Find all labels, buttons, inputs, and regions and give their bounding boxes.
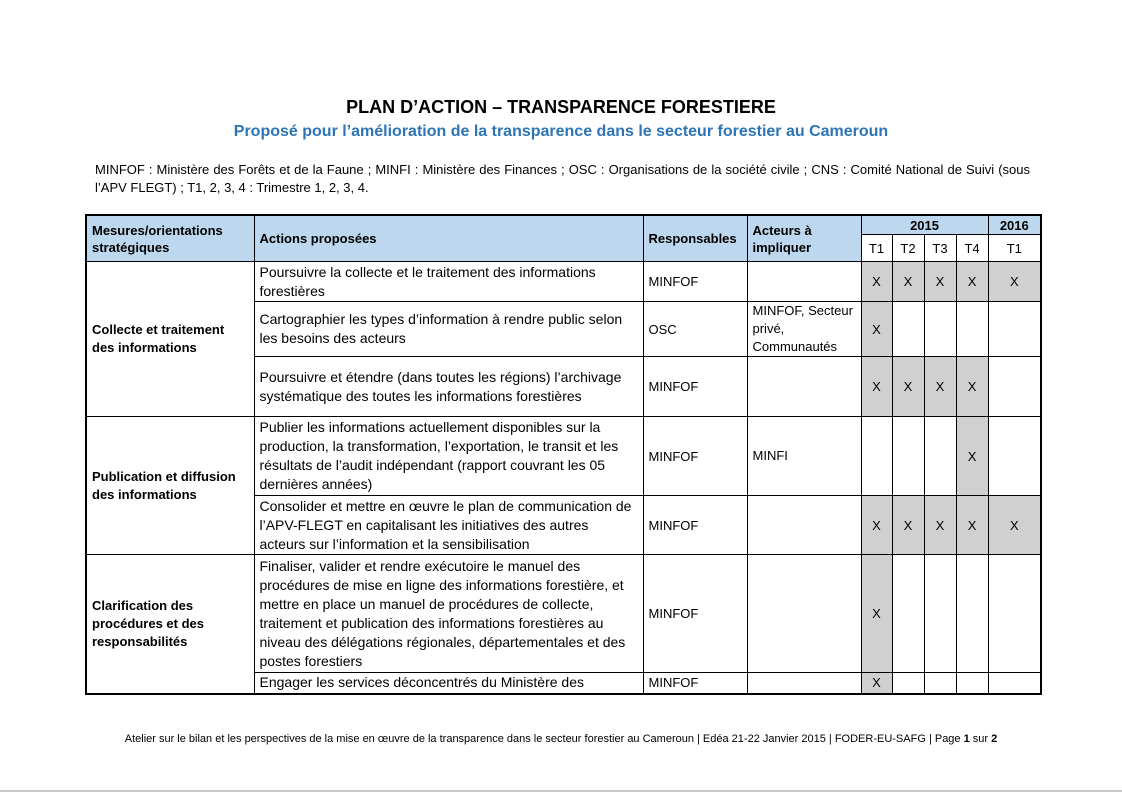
- responsable-cell: MINFOF: [643, 673, 747, 694]
- schedule-mark: X: [924, 496, 956, 555]
- document-subtitle: Proposé pour l’amélioration de la transparence dans le secteur forestier au Cameroun: [233, 123, 889, 140]
- schedule-mark: X: [956, 357, 988, 417]
- responsable-cell: MINFOF: [643, 262, 747, 302]
- schedule-mark: X: [988, 496, 1041, 555]
- schedule-mark: [924, 302, 956, 357]
- responsable-cell: OSC: [643, 302, 747, 357]
- action-cell: Poursuivre la collecte et le traitement des informations forestières: [254, 262, 643, 302]
- responsable-cell: MINFOF: [643, 357, 747, 417]
- schedule-mark: [861, 417, 892, 496]
- actors-cell: MINFI: [747, 417, 861, 496]
- responsable-cell: MINFOF: [643, 555, 747, 673]
- page-bottom-divider: [0, 790, 1122, 792]
- actors-cell: MINFOF, Secteur privé, Communautés: [747, 302, 861, 357]
- header-year-2016: 2016: [988, 215, 1041, 235]
- schedule-mark: [988, 302, 1041, 357]
- document-title: PLAN D’ACTION – TRANSPARENCE FORESTIERE: [346, 97, 776, 117]
- table-row: [86, 417, 1041, 496]
- schedule-mark: [988, 357, 1041, 417]
- header-quarter: T1: [861, 235, 892, 262]
- schedule-mark: [988, 417, 1041, 496]
- schedule-mark: X: [861, 357, 892, 417]
- schedule-mark: [892, 673, 924, 694]
- abbreviations-legend: MINFOF : Ministère des Forêts et de la Faune ; MINFI : Ministère des Finances ; OSC : Organisations de la société civile ; CNS : Comité National de Suivi (sous l’APV FLEGT) ; T1, 2, 3, 4 : Trimestre 1, 2, 3, 4.: [95, 162, 1030, 195]
- responsable-cell: MINFOF: [643, 417, 747, 496]
- measure-cell: Publication et diffusion des informations: [86, 417, 254, 555]
- schedule-mark: X: [924, 357, 956, 417]
- footer-text: Atelier sur le bilan et les perspectives de la mise en œuvre de la transparence dans le secteur forestier au Cameroun | Edéa 21-22 Janvier 2015 | FODER-EU-SAFG | Page: [124, 733, 964, 745]
- schedule-mark: X: [892, 357, 924, 417]
- page-footer: [0, 733, 1122, 745]
- schedule-mark: [956, 302, 988, 357]
- action-cell: Cartographier les types d’information à rendre public selon les besoins des acteurs: [254, 302, 643, 357]
- schedule-mark: X: [892, 262, 924, 302]
- footer-separator: sur: [969, 733, 992, 745]
- measure-cell: Clarification des procédures et des responsabilités: [86, 555, 254, 694]
- action-plan-table: [85, 214, 1042, 695]
- schedule-mark: [988, 673, 1041, 694]
- schedule-mark: [956, 673, 988, 694]
- actors-cell: [747, 496, 861, 555]
- schedule-mark: [892, 555, 924, 673]
- schedule-mark: [892, 417, 924, 496]
- header-actions: Actions proposées: [254, 215, 643, 262]
- schedule-mark: [956, 555, 988, 673]
- header-measures: Mesures/orientations stratégiques: [86, 215, 254, 262]
- schedule-mark: [988, 555, 1041, 673]
- actors-cell: [747, 357, 861, 417]
- measure-cell: Collecte et traitement des informations: [86, 262, 254, 417]
- header-responsables: Responsables: [643, 215, 747, 262]
- footer-page-number: 1: [963, 733, 970, 745]
- header-year-2015: 2015: [861, 215, 988, 235]
- schedule-mark: X: [861, 496, 892, 555]
- table-row: [86, 262, 1041, 302]
- header-quarter: T1: [988, 235, 1041, 262]
- header-quarter: T2: [892, 235, 924, 262]
- action-cell: Consolider et mettre en œuvre le plan de communication de l’APV-FLEGT en capitalisant les initiatives des autres acteurs sur l’information et la sensibilisation: [254, 496, 643, 555]
- responsable-cell: MINFOF: [643, 496, 747, 555]
- schedule-mark: X: [861, 673, 892, 694]
- schedule-mark: X: [861, 262, 892, 302]
- schedule-mark: [924, 555, 956, 673]
- actors-cell: [747, 673, 861, 694]
- schedule-mark: X: [956, 262, 988, 302]
- action-cell: Publier les informations actuellement disponibles sur la production, la transformation, l’exportation, le transit et les résultats de l’audit indépendant (rapport couvrant les 05 dernières années): [254, 417, 643, 496]
- schedule-mark: X: [988, 262, 1041, 302]
- action-cell: Poursuivre et étendre (dans toutes les régions) l’archivage systématique des toutes les informations forestières: [254, 357, 643, 417]
- header-quarter: T4: [956, 235, 988, 262]
- schedule-mark: X: [924, 262, 956, 302]
- header-quarter: T3: [924, 235, 956, 262]
- actors-cell: [747, 555, 861, 673]
- schedule-mark: [892, 302, 924, 357]
- schedule-mark: X: [956, 496, 988, 555]
- action-cell: Engager les services déconcentrés du Ministère des: [254, 673, 643, 694]
- action-cell: Finaliser, valider et rendre exécutoire le manuel des procédures de mise en ligne des informations forestière, et mettre en place un manuel de procédures de collecte, traitement et publication des informations forestières au niveau des délégations régionales, départementales et des postes forestiers: [254, 555, 643, 673]
- actors-cell: [747, 262, 861, 302]
- footer-page-total: 2: [991, 733, 998, 745]
- schedule-mark: X: [861, 302, 892, 357]
- header-actors: Acteurs à impliquer: [747, 215, 861, 262]
- schedule-mark: X: [861, 555, 892, 673]
- schedule-mark: [924, 673, 956, 694]
- schedule-mark: X: [956, 417, 988, 496]
- schedule-mark: [924, 417, 956, 496]
- schedule-mark: X: [892, 496, 924, 555]
- table-row: [86, 555, 1041, 673]
